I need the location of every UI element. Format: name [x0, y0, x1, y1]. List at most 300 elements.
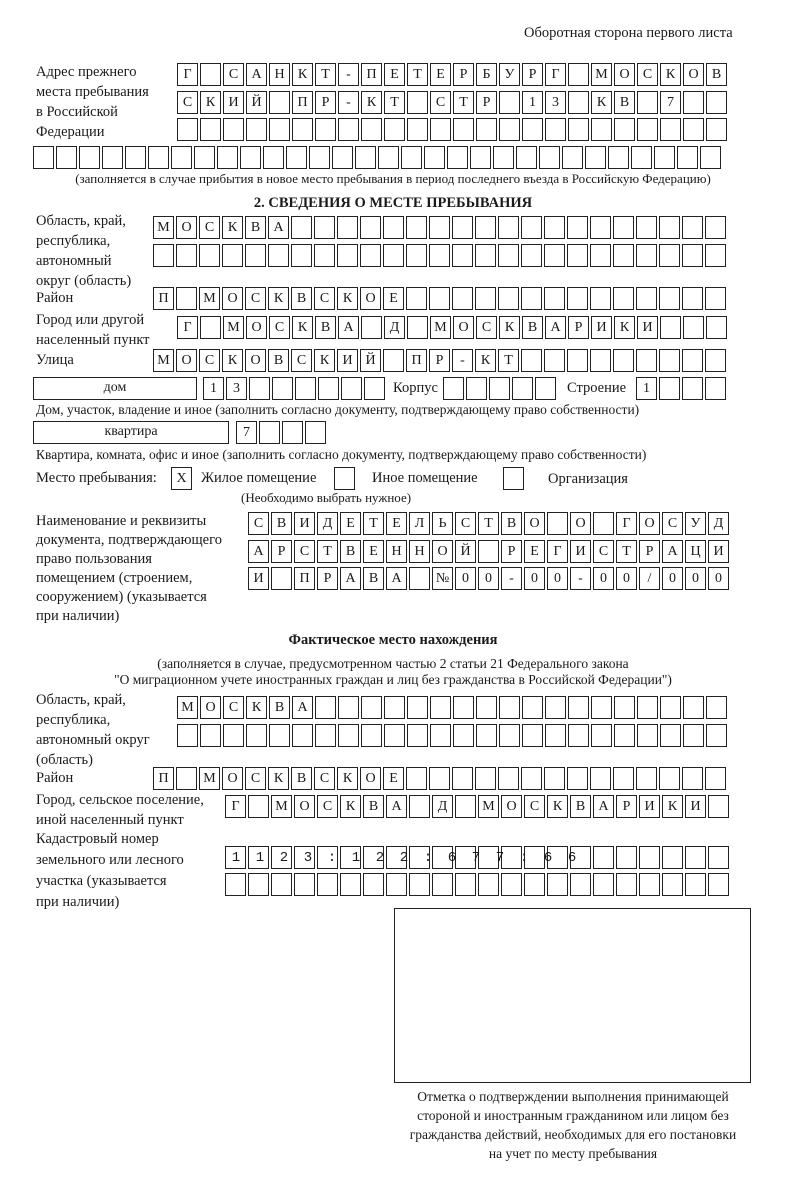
char-cell[interactable] — [475, 287, 496, 310]
char-cell[interactable] — [406, 216, 427, 239]
char-cell[interactable]: Е — [524, 540, 545, 563]
char-cell[interactable]: Т — [407, 63, 428, 86]
char-cell[interactable]: А — [248, 540, 269, 563]
char-cell[interactable] — [683, 724, 704, 747]
char-cell[interactable]: О — [614, 63, 635, 86]
char-cell[interactable] — [453, 118, 474, 141]
char-cell[interactable]: Г — [225, 795, 246, 818]
char-cell[interactable]: В — [271, 512, 292, 535]
actual-region-row-2[interactable] — [177, 724, 729, 746]
char-cell[interactable]: 0 — [524, 567, 545, 590]
char-cell[interactable]: А — [386, 567, 407, 590]
char-cell[interactable] — [478, 540, 499, 563]
building-row[interactable] — [636, 377, 728, 399]
char-cell[interactable] — [271, 873, 292, 896]
char-cell[interactable] — [292, 724, 313, 747]
char-cell[interactable] — [125, 146, 146, 169]
char-cell[interactable] — [489, 377, 510, 400]
char-cell[interactable] — [636, 767, 657, 790]
char-cell[interactable] — [409, 795, 430, 818]
char-cell[interactable] — [240, 146, 261, 169]
char-cell[interactable] — [401, 146, 422, 169]
region-row-1[interactable] — [153, 216, 728, 238]
char-cell[interactable]: И — [223, 91, 244, 114]
prev-address-row-1[interactable] — [177, 63, 729, 85]
char-cell[interactable] — [407, 696, 428, 719]
char-cell[interactable] — [544, 287, 565, 310]
char-cell[interactable]: Р — [639, 540, 660, 563]
char-cell[interactable]: И — [294, 512, 315, 535]
char-cell[interactable] — [547, 512, 568, 535]
char-cell[interactable]: Р — [616, 795, 637, 818]
char-cell[interactable] — [708, 846, 729, 869]
char-cell[interactable]: М — [177, 696, 198, 719]
char-cell[interactable]: В — [268, 349, 289, 372]
house-number-row[interactable] — [203, 377, 387, 399]
char-cell[interactable] — [544, 244, 565, 267]
char-cell[interactable] — [409, 567, 430, 590]
char-cell[interactable] — [292, 118, 313, 141]
char-cell[interactable] — [361, 724, 382, 747]
char-cell[interactable]: С — [245, 767, 266, 790]
char-cell[interactable] — [271, 567, 292, 590]
char-cell[interactable]: В — [269, 696, 290, 719]
char-cell[interactable]: Т — [317, 540, 338, 563]
char-cell[interactable]: И — [685, 795, 706, 818]
char-cell[interactable]: Р — [317, 567, 338, 590]
char-cell[interactable] — [512, 377, 533, 400]
char-cell[interactable]: Г — [177, 63, 198, 86]
char-cell[interactable] — [659, 244, 680, 267]
char-cell[interactable] — [305, 421, 326, 444]
char-cell[interactable] — [269, 91, 290, 114]
char-cell[interactable] — [177, 724, 198, 747]
char-cell[interactable] — [636, 244, 657, 267]
char-cell[interactable] — [501, 873, 522, 896]
char-cell[interactable]: С — [245, 287, 266, 310]
char-cell[interactable]: Й — [455, 540, 476, 563]
char-cell[interactable] — [659, 377, 680, 400]
char-cell[interactable]: А — [246, 63, 267, 86]
char-cell[interactable]: О — [222, 287, 243, 310]
char-cell[interactable] — [570, 873, 591, 896]
char-cell[interactable]: - — [452, 349, 473, 372]
char-cell[interactable] — [246, 724, 267, 747]
char-cell[interactable] — [631, 146, 652, 169]
char-cell[interactable]: В — [245, 216, 266, 239]
char-cell[interactable]: - — [501, 567, 522, 590]
char-cell[interactable] — [452, 767, 473, 790]
char-cell[interactable] — [637, 724, 658, 747]
actual-district-row[interactable] — [153, 767, 728, 789]
char-cell[interactable] — [544, 349, 565, 372]
char-cell[interactable]: О — [683, 63, 704, 86]
char-cell[interactable] — [406, 287, 427, 310]
char-cell[interactable] — [706, 724, 727, 747]
char-cell[interactable]: К — [268, 767, 289, 790]
char-cell[interactable]: У — [499, 63, 520, 86]
char-cell[interactable] — [478, 873, 499, 896]
char-cell[interactable] — [659, 216, 680, 239]
char-cell[interactable]: М — [153, 349, 174, 372]
char-cell[interactable]: К — [591, 91, 612, 114]
char-cell[interactable] — [613, 216, 634, 239]
char-cell[interactable]: М — [223, 316, 244, 339]
char-cell[interactable]: Р — [453, 63, 474, 86]
char-cell[interactable] — [248, 795, 269, 818]
char-cell[interactable] — [660, 118, 681, 141]
char-cell[interactable]: Г — [547, 540, 568, 563]
char-cell[interactable] — [568, 91, 589, 114]
char-cell[interactable] — [337, 244, 358, 267]
char-cell[interactable] — [545, 724, 566, 747]
char-cell[interactable]: Е — [384, 63, 405, 86]
char-cell[interactable]: С — [248, 512, 269, 535]
cadastre-row-2[interactable] — [225, 873, 731, 895]
char-cell[interactable] — [268, 244, 289, 267]
char-cell[interactable]: Е — [386, 512, 407, 535]
char-cell[interactable] — [705, 349, 726, 372]
char-cell[interactable] — [613, 349, 634, 372]
char-cell[interactable] — [499, 118, 520, 141]
char-cell[interactable]: А — [268, 216, 289, 239]
char-cell[interactable]: Е — [430, 63, 451, 86]
char-cell[interactable]: В — [315, 316, 336, 339]
char-cell[interactable]: С — [476, 316, 497, 339]
char-cell[interactable] — [79, 146, 100, 169]
char-cell[interactable] — [286, 146, 307, 169]
char-cell[interactable]: 7 — [660, 91, 681, 114]
char-cell[interactable]: К — [662, 795, 683, 818]
char-cell[interactable]: К — [292, 63, 313, 86]
char-cell[interactable] — [521, 287, 542, 310]
char-cell[interactable] — [613, 767, 634, 790]
char-cell[interactable]: К — [337, 767, 358, 790]
actual-region-row-1[interactable] — [177, 696, 729, 718]
char-cell[interactable]: Т — [478, 512, 499, 535]
char-cell[interactable] — [33, 146, 54, 169]
char-cell[interactable]: В — [340, 540, 361, 563]
char-cell[interactable] — [332, 146, 353, 169]
char-cell[interactable] — [429, 244, 450, 267]
char-cell[interactable] — [705, 244, 726, 267]
char-cell[interactable] — [447, 146, 468, 169]
char-cell[interactable]: В — [363, 795, 384, 818]
actual-city-row[interactable] — [225, 795, 731, 817]
char-cell[interactable] — [682, 767, 703, 790]
char-cell[interactable] — [498, 244, 519, 267]
char-cell[interactable]: П — [361, 63, 382, 86]
prev-address-row-4[interactable] — [33, 146, 723, 168]
char-cell[interactable] — [498, 216, 519, 239]
char-cell[interactable] — [637, 118, 658, 141]
char-cell[interactable]: А — [593, 795, 614, 818]
char-cell[interactable] — [430, 724, 451, 747]
char-cell[interactable]: А — [338, 316, 359, 339]
char-cell[interactable]: С — [317, 795, 338, 818]
char-cell[interactable] — [516, 146, 537, 169]
char-cell[interactable]: Р — [271, 540, 292, 563]
char-cell[interactable] — [363, 873, 384, 896]
char-cell[interactable]: 1 — [203, 377, 224, 400]
char-cell[interactable] — [383, 349, 404, 372]
char-cell[interactable] — [429, 216, 450, 239]
char-cell[interactable] — [706, 696, 727, 719]
char-cell[interactable] — [315, 118, 336, 141]
char-cell[interactable]: А — [662, 540, 683, 563]
char-cell[interactable]: М — [153, 216, 174, 239]
option-organization-checkbox[interactable] — [503, 467, 524, 490]
char-cell[interactable] — [407, 724, 428, 747]
char-cell[interactable]: - — [570, 567, 591, 590]
char-cell[interactable]: О — [294, 795, 315, 818]
char-cell[interactable]: Н — [409, 540, 430, 563]
char-cell[interactable] — [637, 91, 658, 114]
char-cell[interactable] — [659, 349, 680, 372]
char-cell[interactable] — [535, 377, 556, 400]
char-cell[interactable] — [476, 724, 497, 747]
char-cell[interactable] — [337, 216, 358, 239]
char-cell[interactable]: С — [177, 91, 198, 114]
char-cell[interactable] — [706, 118, 727, 141]
char-cell[interactable] — [685, 846, 706, 869]
char-cell[interactable] — [384, 118, 405, 141]
char-cell[interactable]: 3 — [545, 91, 566, 114]
char-cell[interactable]: 7 — [236, 421, 257, 444]
char-cell[interactable]: И — [248, 567, 269, 590]
char-cell[interactable]: С — [455, 512, 476, 535]
char-cell[interactable] — [315, 696, 336, 719]
char-cell[interactable] — [590, 349, 611, 372]
char-cell[interactable] — [248, 873, 269, 896]
char-cell[interactable]: Р — [315, 91, 336, 114]
char-cell[interactable]: № — [432, 567, 453, 590]
char-cell[interactable]: У — [685, 512, 706, 535]
char-cell[interactable] — [177, 118, 198, 141]
char-cell[interactable]: 1 — [522, 91, 543, 114]
char-cell[interactable] — [568, 63, 589, 86]
char-cell[interactable] — [272, 377, 293, 400]
char-cell[interactable] — [338, 118, 359, 141]
char-cell[interactable] — [200, 63, 221, 86]
char-cell[interactable] — [567, 244, 588, 267]
char-cell[interactable] — [194, 146, 215, 169]
char-cell[interactable]: В — [706, 63, 727, 86]
char-cell[interactable] — [476, 118, 497, 141]
city-row[interactable] — [177, 316, 729, 338]
char-cell[interactable] — [521, 216, 542, 239]
char-cell[interactable]: Б — [476, 63, 497, 86]
char-cell[interactable]: Д — [317, 512, 338, 535]
char-cell[interactable] — [568, 118, 589, 141]
char-cell[interactable] — [524, 873, 545, 896]
char-cell[interactable] — [200, 316, 221, 339]
char-cell[interactable]: 0 — [478, 567, 499, 590]
char-cell[interactable] — [567, 767, 588, 790]
char-cell[interactable] — [475, 767, 496, 790]
char-cell[interactable]: С — [269, 316, 290, 339]
char-cell[interactable] — [700, 146, 721, 169]
char-cell[interactable] — [590, 244, 611, 267]
char-cell[interactable] — [361, 118, 382, 141]
char-cell[interactable]: И — [708, 540, 729, 563]
char-cell[interactable] — [590, 767, 611, 790]
char-cell[interactable] — [455, 795, 476, 818]
char-cell[interactable] — [294, 873, 315, 896]
char-cell[interactable] — [200, 118, 221, 141]
char-cell[interactable] — [591, 696, 612, 719]
char-cell[interactable] — [677, 146, 698, 169]
char-cell[interactable] — [338, 724, 359, 747]
char-cell[interactable] — [654, 146, 675, 169]
char-cell[interactable] — [616, 873, 637, 896]
char-cell[interactable]: О — [432, 540, 453, 563]
char-cell[interactable]: 0 — [547, 567, 568, 590]
char-cell[interactable]: Е — [363, 540, 384, 563]
char-cell[interactable] — [567, 216, 588, 239]
char-cell[interactable]: Г — [616, 512, 637, 535]
char-cell[interactable]: М — [478, 795, 499, 818]
char-cell[interactable] — [591, 724, 612, 747]
char-cell[interactable]: 0 — [662, 567, 683, 590]
char-cell[interactable] — [568, 696, 589, 719]
char-cell[interactable] — [660, 316, 681, 339]
char-cell[interactable] — [521, 244, 542, 267]
char-cell[interactable]: Р — [429, 349, 450, 372]
char-cell[interactable]: О — [200, 696, 221, 719]
char-cell[interactable]: Р — [568, 316, 589, 339]
char-cell[interactable]: М — [271, 795, 292, 818]
char-cell[interactable] — [476, 696, 497, 719]
char-cell[interactable] — [639, 846, 660, 869]
char-cell[interactable] — [637, 696, 658, 719]
char-cell[interactable] — [453, 696, 474, 719]
char-cell[interactable] — [475, 244, 496, 267]
char-cell[interactable] — [340, 873, 361, 896]
char-cell[interactable] — [705, 216, 726, 239]
char-cell[interactable] — [545, 696, 566, 719]
char-cell[interactable]: О — [524, 512, 545, 535]
char-cell[interactable]: В — [570, 795, 591, 818]
char-cell[interactable]: И — [637, 316, 658, 339]
char-cell[interactable]: М — [199, 287, 220, 310]
char-cell[interactable] — [407, 316, 428, 339]
char-cell[interactable]: О — [501, 795, 522, 818]
char-cell[interactable] — [424, 146, 445, 169]
flat-number-row[interactable] — [236, 421, 328, 443]
char-cell[interactable] — [364, 377, 385, 400]
char-cell[interactable] — [544, 216, 565, 239]
char-cell[interactable] — [567, 349, 588, 372]
char-cell[interactable] — [432, 873, 453, 896]
char-cell[interactable]: К — [222, 216, 243, 239]
prev-address-row-3[interactable] — [177, 118, 729, 140]
char-cell[interactable] — [522, 118, 543, 141]
char-cell[interactable]: С — [430, 91, 451, 114]
char-cell[interactable] — [409, 873, 430, 896]
char-cell[interactable] — [499, 696, 520, 719]
char-cell[interactable] — [475, 216, 496, 239]
char-cell[interactable] — [282, 421, 303, 444]
char-cell[interactable] — [708, 795, 729, 818]
char-cell[interactable]: Е — [383, 287, 404, 310]
char-cell[interactable]: С — [524, 795, 545, 818]
char-cell[interactable]: Т — [453, 91, 474, 114]
char-cell[interactable] — [562, 146, 583, 169]
char-cell[interactable] — [263, 146, 284, 169]
char-cell[interactable] — [452, 287, 473, 310]
char-cell[interactable] — [383, 244, 404, 267]
char-cell[interactable]: С — [314, 287, 335, 310]
char-cell[interactable]: О — [176, 349, 197, 372]
char-cell[interactable]: И — [570, 540, 591, 563]
char-cell[interactable]: К — [222, 349, 243, 372]
char-cell[interactable]: С — [294, 540, 315, 563]
char-cell[interactable]: - — [338, 91, 359, 114]
char-cell[interactable]: И — [591, 316, 612, 339]
char-cell[interactable] — [545, 118, 566, 141]
char-cell[interactable] — [360, 244, 381, 267]
char-cell[interactable] — [614, 724, 635, 747]
char-cell[interactable]: Н — [386, 540, 407, 563]
char-cell[interactable]: И — [337, 349, 358, 372]
char-cell[interactable]: О — [222, 767, 243, 790]
char-cell[interactable] — [498, 287, 519, 310]
char-cell[interactable]: С — [593, 540, 614, 563]
char-cell[interactable] — [176, 244, 197, 267]
char-cell[interactable]: Й — [246, 91, 267, 114]
char-cell[interactable] — [683, 118, 704, 141]
char-cell[interactable]: Й — [360, 349, 381, 372]
char-cell[interactable]: О — [360, 767, 381, 790]
char-cell[interactable] — [636, 349, 657, 372]
char-cell[interactable]: М — [591, 63, 612, 86]
char-cell[interactable]: С — [662, 512, 683, 535]
char-cell[interactable] — [355, 146, 376, 169]
region-row-2[interactable] — [153, 244, 728, 266]
char-cell[interactable]: О — [246, 316, 267, 339]
char-cell[interactable]: Р — [501, 540, 522, 563]
char-cell[interactable]: Т — [363, 512, 384, 535]
char-cell[interactable] — [341, 377, 362, 400]
char-cell[interactable]: С — [199, 349, 220, 372]
char-cell[interactable]: К — [475, 349, 496, 372]
char-cell[interactable] — [521, 349, 542, 372]
char-cell[interactable] — [608, 146, 629, 169]
char-cell[interactable] — [249, 377, 270, 400]
char-cell[interactable]: О — [639, 512, 660, 535]
char-cell[interactable] — [315, 724, 336, 747]
char-cell[interactable] — [682, 244, 703, 267]
char-cell[interactable] — [338, 696, 359, 719]
char-cell[interactable] — [498, 767, 519, 790]
char-cell[interactable]: В — [363, 567, 384, 590]
char-cell[interactable] — [386, 873, 407, 896]
char-cell[interactable] — [685, 873, 706, 896]
char-cell[interactable]: К — [314, 349, 335, 372]
char-cell[interactable] — [318, 377, 339, 400]
char-cell[interactable]: А — [340, 567, 361, 590]
char-cell[interactable] — [269, 118, 290, 141]
char-cell[interactable]: Е — [383, 767, 404, 790]
char-cell[interactable] — [466, 377, 487, 400]
char-cell[interactable] — [383, 216, 404, 239]
char-cell[interactable]: Г — [545, 63, 566, 86]
char-cell[interactable]: К — [340, 795, 361, 818]
char-cell[interactable] — [452, 244, 473, 267]
char-cell[interactable]: М — [430, 316, 451, 339]
char-cell[interactable] — [314, 216, 335, 239]
